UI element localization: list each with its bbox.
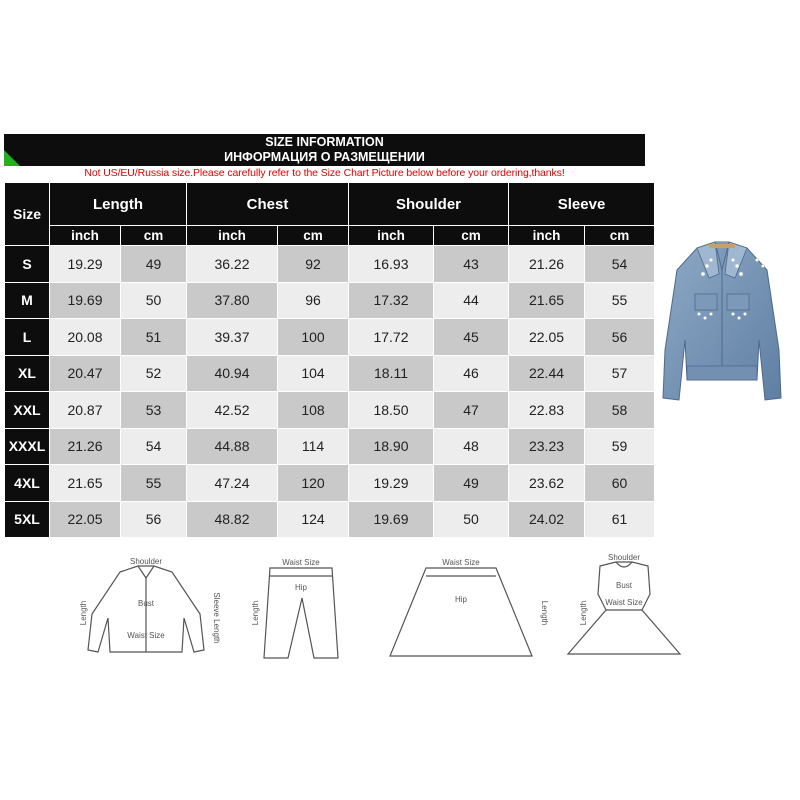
chest-cm-cell: 92 [278, 246, 348, 282]
sleeve-inch-cell: 22.83 [509, 392, 584, 428]
shoulder-inch-cell: 18.50 [349, 392, 433, 428]
chest-cm-cell: 114 [278, 429, 348, 465]
shoulder-inch-cell: 19.69 [349, 502, 433, 538]
skirt-length-label: Length [540, 600, 549, 626]
dress-waist-label: Waist Size [605, 598, 643, 607]
unit-header: cm [278, 226, 348, 245]
chest-cm-cell: 120 [278, 465, 348, 501]
length-inch-cell: 20.47 [50, 356, 120, 392]
table-row [5, 319, 654, 355]
shoulder-cm-cell: 49 [434, 465, 508, 501]
table-row [5, 246, 654, 282]
unit-header: inch [349, 226, 433, 245]
dress-length-label: Length [579, 600, 588, 626]
length-inch-cell: 20.08 [50, 319, 120, 355]
chest-cm-cell: 96 [278, 283, 348, 319]
green-corner-accent [4, 150, 20, 166]
shoulder-cm-cell: 47 [434, 392, 508, 428]
shoulder-header: Shoulder [349, 183, 508, 225]
sleeve-cm-cell: 58 [585, 392, 654, 428]
length-inch-cell: 19.69 [50, 283, 120, 319]
jacket-sleeve-label: Sleeve Length [212, 592, 221, 644]
header-row-groups [5, 183, 654, 225]
size-label: 4XL [5, 465, 49, 501]
table-row [5, 502, 654, 538]
size-rows [5, 246, 654, 537]
length-cm-cell: 56 [121, 502, 186, 538]
sleeve-cm-cell: 56 [585, 319, 654, 355]
sleeve-cm-cell: 60 [585, 465, 654, 501]
chest-inch-cell: 47.24 [187, 465, 277, 501]
unit-header: cm [585, 226, 654, 245]
chest-inch-cell: 40.94 [187, 356, 277, 392]
size-label: XL [5, 356, 49, 392]
unit-header: cm [121, 226, 186, 245]
length-cm-cell: 55 [121, 465, 186, 501]
length-inch-cell: 21.65 [50, 465, 120, 501]
shoulder-inch-cell: 17.32 [349, 283, 433, 319]
size-notice: Not US/EU/Russia size.Please carefully refer to the Size Chart Picture below before your ordering,thanks! [84, 167, 565, 179]
shoulder-inch-cell: 19.29 [349, 465, 433, 501]
shoulder-inch-cell: 16.93 [349, 246, 433, 282]
sleeve-cm-cell: 61 [585, 502, 654, 538]
jacket-length-label: Length [79, 600, 88, 626]
unit-header: cm [434, 226, 508, 245]
shoulder-cm-cell: 50 [434, 502, 508, 538]
sleeve-inch-cell: 24.02 [509, 502, 584, 538]
sleeve-inch-cell: 22.05 [509, 319, 584, 355]
size-chart-table [4, 182, 655, 538]
sleeve-inch-cell: 22.44 [509, 356, 584, 392]
jacket-shoulder-label: Shoulder [129, 557, 163, 566]
length-cm-cell: 54 [121, 429, 186, 465]
table-row [5, 429, 654, 465]
chest-cm-cell: 100 [278, 319, 348, 355]
length-cm-cell: 53 [121, 392, 186, 428]
sleeve-inch-cell: 23.23 [509, 429, 584, 465]
chest-inch-cell: 44.88 [187, 429, 277, 465]
jacket-waist-label: Waist Size [127, 631, 165, 640]
chest-inch-cell: 42.52 [187, 392, 277, 428]
table-row [5, 356, 654, 392]
shoulder-cm-cell: 46 [434, 356, 508, 392]
pants-waist-label: Waist Size [282, 558, 320, 567]
denim-jacket-photo [657, 230, 787, 415]
table-row [5, 465, 654, 501]
sleeve-inch-cell: 21.26 [509, 246, 584, 282]
table-row [5, 392, 654, 428]
sleeve-cm-cell: 57 [585, 356, 654, 392]
length-cm-cell: 52 [121, 356, 186, 392]
length-cm-cell: 50 [121, 283, 186, 319]
length-header: Length [50, 183, 186, 225]
chest-cm-cell: 108 [278, 392, 348, 428]
chest-cm-cell: 104 [278, 356, 348, 392]
dress-bust-label: Bust [615, 581, 633, 590]
length-inch-cell: 21.26 [50, 429, 120, 465]
size-label: 5XL [5, 502, 49, 538]
dress-shoulder-label: Shoulder [607, 553, 641, 562]
length-inch-cell: 19.29 [50, 246, 120, 282]
pants-hip-label: Hip [294, 583, 308, 592]
unit-header: inch [509, 226, 584, 245]
header-row-units [5, 226, 654, 245]
title-english: SIZE INFORMATION [265, 135, 384, 149]
skirt-hip-label: Hip [454, 595, 468, 604]
size-label: XXXL [5, 429, 49, 465]
sleeve-cm-cell: 59 [585, 429, 654, 465]
chest-inch-cell: 37.80 [187, 283, 277, 319]
shoulder-cm-cell: 45 [434, 319, 508, 355]
pants-length-label: Length [251, 600, 260, 626]
shoulder-cm-cell: 48 [434, 429, 508, 465]
table-row [5, 283, 654, 319]
measurement-diagrams [79, 553, 680, 668]
size-info-banner [4, 134, 645, 166]
shoulder-inch-cell: 18.90 [349, 429, 433, 465]
size-label: M [5, 283, 49, 319]
sleeve-inch-cell: 21.65 [509, 283, 584, 319]
shoulder-cm-cell: 44 [434, 283, 508, 319]
length-inch-cell: 22.05 [50, 502, 120, 538]
length-inch-cell: 20.87 [50, 392, 120, 428]
size-label: L [5, 319, 49, 355]
chest-inch-cell: 48.82 [187, 502, 277, 538]
chest-inch-cell: 39.37 [187, 319, 277, 355]
chest-cm-cell: 124 [278, 502, 348, 538]
chest-inch-cell: 36.22 [187, 246, 277, 282]
sleeve-inch-cell: 23.62 [509, 465, 584, 501]
size-label: XXL [5, 392, 49, 428]
title-russian: ИНФОРМАЦИЯ О РАЗМЕЩЕНИИ [224, 150, 425, 164]
sleeve-cm-cell: 54 [585, 246, 654, 282]
jacket-bust-label: Bust [137, 599, 155, 608]
unit-header: inch [187, 226, 277, 245]
length-cm-cell: 49 [121, 246, 186, 282]
sleeve-cm-cell: 55 [585, 283, 654, 319]
length-cm-cell: 51 [121, 319, 186, 355]
shoulder-cm-cell: 43 [434, 246, 508, 282]
sleeve-header: Sleeve [509, 183, 654, 225]
size-column-header: Size [5, 183, 49, 245]
shoulder-inch-cell: 17.72 [349, 319, 433, 355]
skirt-waist-label: Waist Size [442, 558, 480, 567]
shoulder-inch-cell: 18.11 [349, 356, 433, 392]
chest-header: Chest [187, 183, 348, 225]
size-label: S [5, 246, 49, 282]
unit-header: inch [50, 226, 120, 245]
